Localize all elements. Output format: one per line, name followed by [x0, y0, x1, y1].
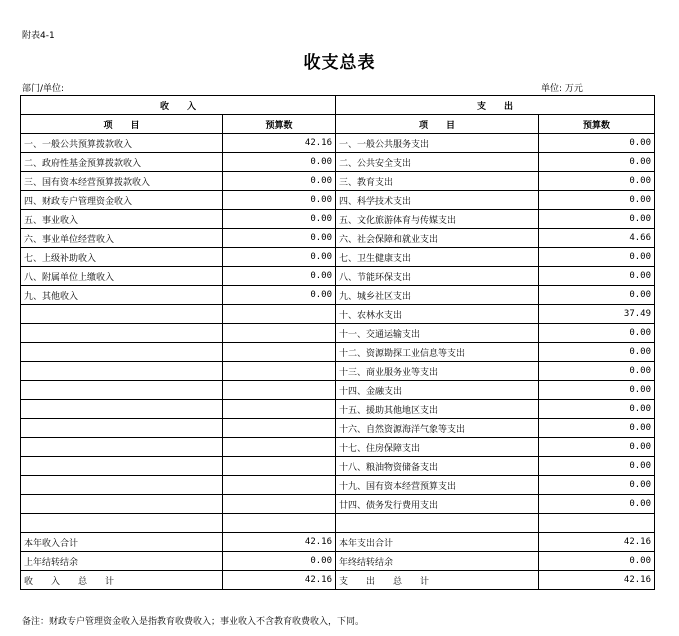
expense-item: 八、节能环保支出	[336, 267, 539, 286]
expense-value: 0.00	[539, 457, 655, 476]
expense-item: 一、一般公共服务支出	[336, 134, 539, 153]
table-row	[21, 324, 655, 343]
income-item: 八、附属单位上缴收入	[21, 267, 223, 286]
attachment-label: 附表4-1	[22, 31, 55, 41]
expense-item: 四、科学技术支出	[336, 191, 539, 210]
expense-item: 廿四、债务发行费用支出	[336, 495, 539, 514]
income-item: 五、事业收入	[21, 210, 223, 229]
income_total-value: 42.16	[223, 571, 336, 590]
income-item-empty	[21, 495, 223, 514]
carry_out-value: 0.00	[539, 552, 655, 571]
table-row	[21, 153, 655, 172]
income-value-empty	[223, 419, 336, 438]
table-row	[21, 286, 655, 305]
table-row	[21, 172, 655, 191]
blank-row	[21, 514, 655, 533]
income-item-empty	[21, 438, 223, 457]
income-item-empty	[21, 400, 223, 419]
income_total-label: 收 入 总 计	[21, 571, 223, 590]
expense-item: 七、卫生健康支出	[336, 248, 539, 267]
table-row	[21, 343, 655, 362]
income-item: 七、上级补助收入	[21, 248, 223, 267]
expense-value: 0.00	[539, 191, 655, 210]
income-item: 一、一般公共预算拨款收入	[21, 134, 223, 153]
income-value: 0.00	[223, 286, 336, 305]
expense-item: 十八、粮油物资储备支出	[336, 457, 539, 476]
expense-value: 0.00	[539, 362, 655, 381]
table-row	[21, 400, 655, 419]
blank-cell	[336, 514, 539, 533]
income-value-empty	[223, 495, 336, 514]
income-value-empty	[223, 400, 336, 419]
expense-value: 0.00	[539, 381, 655, 400]
table-row	[21, 267, 655, 286]
income_year-label: 本年收入合计	[21, 533, 223, 552]
expense-budget-header: 预算数	[539, 115, 655, 134]
expense-value: 0.00	[539, 172, 655, 191]
table-row	[21, 457, 655, 476]
table-row	[21, 381, 655, 400]
total-row	[21, 533, 655, 552]
expense-value: 4.66	[539, 229, 655, 248]
income-value: 0.00	[223, 153, 336, 172]
expense-item: 十五、援助其他地区支出	[336, 400, 539, 419]
expense-value: 0.00	[539, 248, 655, 267]
expense-value: 0.00	[539, 286, 655, 305]
income-item-header: 项 目	[21, 115, 223, 134]
income-item-empty	[21, 419, 223, 438]
expense-header: 支 出	[336, 96, 655, 115]
income_year-value: 42.16	[223, 533, 336, 552]
table-row	[21, 305, 655, 324]
table-row	[21, 495, 655, 514]
blank-cell	[21, 514, 223, 533]
blank-cell	[539, 514, 655, 533]
income-value-empty	[223, 343, 336, 362]
table-row	[21, 134, 655, 153]
expense-item: 十二、资源勘探工业信息等支出	[336, 343, 539, 362]
expense-value: 37.49	[539, 305, 655, 324]
carry_out-label: 年终结转结余	[336, 552, 539, 571]
income-value: 0.00	[223, 267, 336, 286]
table-row	[21, 476, 655, 495]
income-budget-header: 预算数	[223, 115, 336, 134]
income-item: 四、财政专户管理资金收入	[21, 191, 223, 210]
page-title: 收支总表	[303, 53, 376, 73]
income-item: 三、国有资本经营预算拨款收入	[21, 172, 223, 191]
income-item-empty	[21, 457, 223, 476]
total-row	[21, 552, 655, 571]
table-row	[21, 419, 655, 438]
expense-value: 0.00	[539, 324, 655, 343]
income-item-empty	[21, 381, 223, 400]
income-item: 九、其他收入	[21, 286, 223, 305]
footnote: 备注：财政专户管理资金收入是指教育收费收入；事业收入不含教育收费收入，下同。	[22, 617, 365, 627]
income-value-empty	[223, 381, 336, 400]
expense-value: 0.00	[539, 476, 655, 495]
income-item-empty	[21, 305, 223, 324]
expense-item: 三、教育支出	[336, 172, 539, 191]
table-row	[21, 438, 655, 457]
expense_year-label: 本年支出合计	[336, 533, 539, 552]
income-value-empty	[223, 324, 336, 343]
table-row	[21, 248, 655, 267]
table-row	[21, 229, 655, 248]
income-item: 六、事业单位经营收入	[21, 229, 223, 248]
income-item-empty	[21, 362, 223, 381]
expense_year-value: 42.16	[539, 533, 655, 552]
expense-value: 0.00	[539, 210, 655, 229]
expense-item: 十一、交通运输支出	[336, 324, 539, 343]
expense-value: 0.00	[539, 438, 655, 457]
expense-item: 九、城乡社区支出	[336, 286, 539, 305]
income-item-empty	[21, 324, 223, 343]
income-value-empty	[223, 476, 336, 495]
expense-value: 0.00	[539, 153, 655, 172]
blank-cell	[223, 514, 336, 533]
expense-item: 十七、住房保障支出	[336, 438, 539, 457]
carry_in-label: 上年结转结余	[21, 552, 223, 571]
department-label: 部门/单位:	[22, 84, 65, 94]
expense-item: 二、公共安全支出	[336, 153, 539, 172]
expense-value: 0.00	[539, 343, 655, 362]
expense_total-label: 支 出 总 计	[336, 571, 539, 590]
expense-value: 0.00	[539, 134, 655, 153]
expense-item-header: 项 目	[336, 115, 539, 134]
table-row	[21, 191, 655, 210]
income-value: 0.00	[223, 191, 336, 210]
expense-item: 六、社会保障和就业支出	[336, 229, 539, 248]
income-value-empty	[223, 438, 336, 457]
expense-value: 0.00	[539, 419, 655, 438]
carry_in-value: 0.00	[223, 552, 336, 571]
expense-value: 0.00	[539, 495, 655, 514]
income-item-empty	[21, 343, 223, 362]
income-value: 0.00	[223, 248, 336, 267]
expense_total-value: 42.16	[539, 571, 655, 590]
total-row	[21, 571, 655, 590]
expense-item: 五、文化旅游体育与传媒支出	[336, 210, 539, 229]
income-item-empty	[21, 476, 223, 495]
summary-table	[20, 95, 655, 590]
table-row	[21, 362, 655, 381]
income-value-empty	[223, 305, 336, 324]
income-value-empty	[223, 457, 336, 476]
expense-item: 十六、自然资源海洋气象等支出	[336, 419, 539, 438]
income-header: 收 入	[21, 96, 336, 115]
expense-value: 0.00	[539, 267, 655, 286]
expense-item: 十四、金融支出	[336, 381, 539, 400]
income-value: 0.00	[223, 229, 336, 248]
income-value: 42.16	[223, 134, 336, 153]
income-value-empty	[223, 362, 336, 381]
income-item: 二、政府性基金预算拨款收入	[21, 153, 223, 172]
income-value: 0.00	[223, 210, 336, 229]
expense-item: 十、农林水支出	[336, 305, 539, 324]
expense-item: 十三、商业服务业等支出	[336, 362, 539, 381]
unit-label: 单位: 万元	[541, 84, 583, 94]
expense-value: 0.00	[539, 400, 655, 419]
income-value: 0.00	[223, 172, 336, 191]
expense-item: 十九、国有资本经营预算支出	[336, 476, 539, 495]
table-row	[21, 210, 655, 229]
